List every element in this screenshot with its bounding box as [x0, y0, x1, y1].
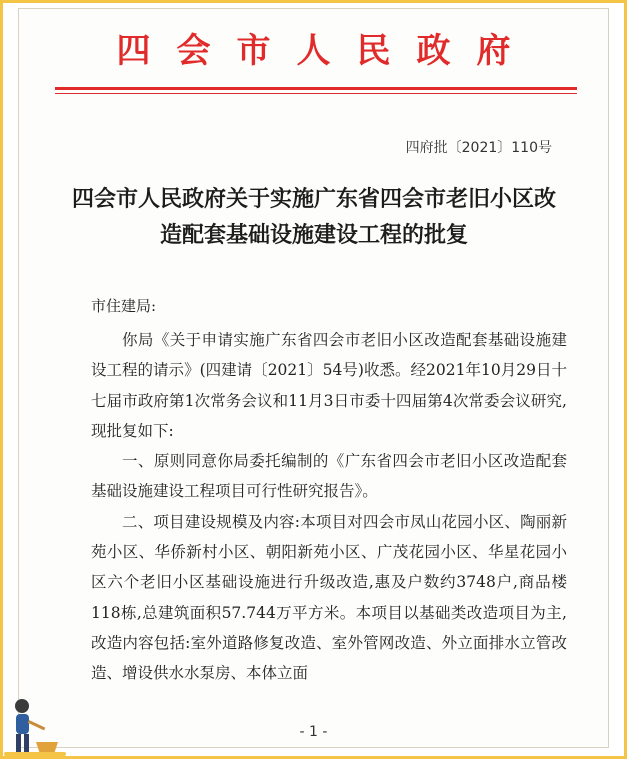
paragraph-2: 一、原则同意你局委托编制的《广东省四会市老旧小区改造配套基础设施建设工程项目可行性研究报告》。 — [91, 452, 567, 501]
document-body — [91, 325, 567, 689]
document-page — [18, 8, 609, 748]
letterhead-title: 四会市人民政府 — [116, 31, 537, 71]
document-number: 四府批〔2021〕110号 — [405, 140, 552, 156]
document-title: 四会市人民政府关于实施广东省四会市老旧小区改造配套基础设施建设工程的批复 — [71, 186, 556, 248]
letterhead-rule-thick — [55, 87, 577, 90]
page-number: - 1 - — [299, 724, 328, 740]
salutation: 市住建局: — [91, 297, 157, 315]
letterhead-rule-thin — [55, 93, 577, 94]
decorative-figure-icon — [0, 690, 70, 759]
paragraph-3: 二、项目建设规模及内容:本项目对四会市凤山花园小区、陶丽新苑小区、华侨新村小区、朝阳新苑小区、广茂花园小区、华星花园小区六个老旧小区基础设施进行升级改造,惠及户数约3748户,商品楼118栋,总建筑面积57.744万平方米。本项目以基础类改造项目为主,改造内容包括:室外道路修复改造、室外管网改造、外立面排水立管改造、增设供水水泵房、本体立面 — [91, 512, 567, 683]
paragraph-1: 你局《关于申请实施广东省四会市老旧小区改造配套基础设施建设工程的请示》(四建请〔2021〕54号)收悉。经2021年10月29日十七届市政府第1次常务会议和11月3日市委十四届第4次常委会议研究,现批复如下: — [91, 331, 567, 440]
